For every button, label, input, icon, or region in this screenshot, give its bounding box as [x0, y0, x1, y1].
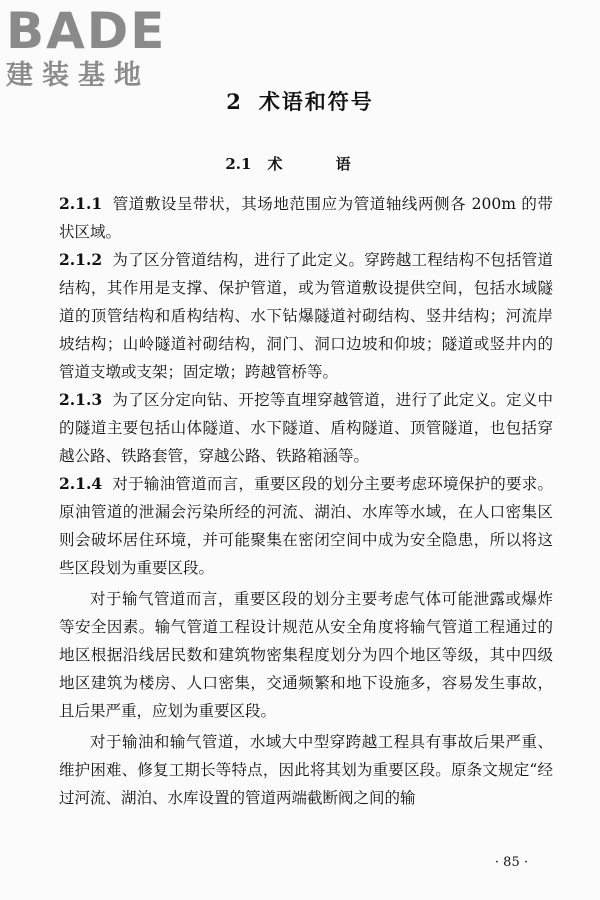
section-title [0, 153, 600, 174]
clause-text: 对于输油管道而言，重要区段的划分主要考虑环境保护的要求。原油管道的泄漏会污染所经的河流、湖泊、水库等水域，在人口密集区则会破坏居住环境，并可能聚集在密闭空间中成为安全隐患，所以将这些区段划为重要区段。 [59, 475, 553, 577]
page-number: · 85 · [494, 855, 528, 870]
logo-main-text: BADE [6, 2, 167, 60]
paragraph-oil-gas-pipeline: 对于输油和输气管道，水域大中型穿跨越工程具有事故后果严重、维护困难、修复工期长等特点，因此将其划为重要区段。原条文规定“经过河流、湖泊、水库设置的管道两端截断阀之间的输 [59, 733, 553, 807]
section-number: 2.1 [225, 155, 252, 173]
clause-number: 2.1.1 [59, 194, 103, 213]
clause-text: 管道敷设呈带状，其场地范围应为管道轴线两侧各 200m 的带状区域。 [59, 195, 553, 241]
watermark-logo [6, 4, 176, 92]
clause-2-1-2 [59, 246, 553, 386]
clause-text: 为了区分管道结构，进行了此定义。穿跨越工程结构不包括管道结构，其作用是支撑、保护管道，或为管道敷设提供空间，包括水域隧道的顶管结构和盾构结构、水下钻爆隧道衬砌结构、竖井结构；河流岸坡结构；山岭隧道衬砌结构，洞门、洞口边坡和仰坡；隧道或竖井内的管道支墩或支架；固定墩；跨越管桥等。 [59, 251, 553, 381]
paragraph-gas-pipeline: 对于输气管道而言，重要区段的划分主要考虑气体可能泄露或爆炸等安全因素。输气管道工程设计规范从安全角度将输气管道工程通过的地区根据沿线居民数和建筑物密集程度划分为四个地区等级，其中四级地区建筑为楼房、人口密集，交通频繁和地下设施多，容易发生事故，且后果严重，应划为重要区段。 [59, 590, 553, 720]
clause-number: 2.1.2 [59, 250, 103, 269]
body-text [59, 190, 553, 812]
chapter-title-text: 术语和符号 [258, 89, 374, 114]
clause-text: 为了区分定向钻、开挖等直埋穿越管道，进行了此定义。定义中的隧道主要包括山体隧道、水下隧道、盾构隧道、顶管隧道，也包括穿越公路、铁路套管，穿越公路、铁路箱涵等。 [59, 391, 553, 465]
logo-sub-text: 建装基地 [6, 60, 150, 91]
section-title-text: 术 语 [267, 155, 375, 173]
clause-2-1-3 [59, 386, 553, 470]
clause-number: 2.1.4 [59, 474, 103, 493]
clause-number: 2.1.3 [59, 390, 103, 409]
chapter-title [0, 86, 600, 116]
clause-2-1-1 [59, 190, 553, 246]
chapter-number: 2 [226, 89, 243, 114]
clause-2-1-4 [59, 470, 553, 582]
